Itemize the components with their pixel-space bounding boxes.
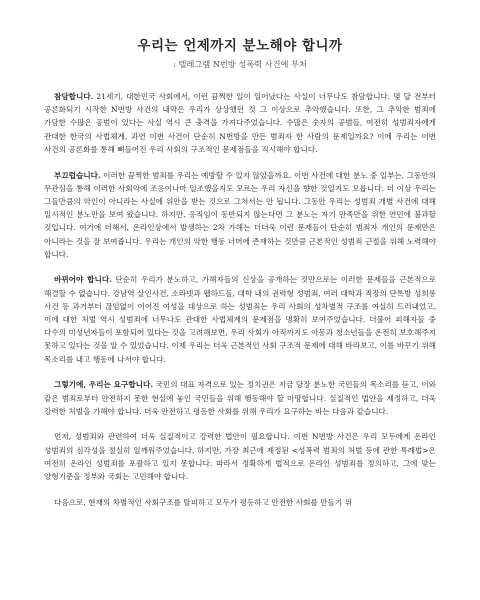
paragraph-5 — [44, 430, 436, 483]
paragraph-1 — [44, 90, 436, 156]
paragraph-1-text: 21세기, 대한민국 사회에서, 이런 끔찍한 일이 일어났다는 사실이 너무나도 참담합니다. 몇 달 전부터 공론화되기 시작한 N번방 사건의 내막은 우리가 상상했던 것 그 이상으로 추악했습니다. 또한, 그 추악한 범죄에 가담한 수많은 공범이 있다는 사실 역시 큰 충격을 가져다주었습니다. 수많은 숫자의 공범들, 여전히 성범죄자에게 관대한 한국의 사법체계, 과연 이번 사건이 단순히 N번방을 만든 범죄자 한 사람의 문제일까요? 이에 우리는 이번 사건의 공론화를 통해 뼈들어진 우리 사회의 구조적인 문제점들을 직시해야 합니다. — [44, 92, 436, 154]
paragraph-4-text: 국민의 대표 자격으로 있는 정치권은 지금 당장 분노한 국민들의 목소리를 듣고, 이와 같은 범죄로부터 안전하지 못한 현실에 놓인 국민들을 위해 행동해야 할 마땅합니다. 실질적인 법안을 제정하고, 더욱 강력한 처벌을 가해야 합니다. 더욱 안전하고 평등한 사회를 위해 우리가 요구하는 바는 다음과 같습니다. — [44, 380, 436, 416]
paragraph-6-text: 다음으로, 현재의 차별적인 사회구조를 탈피하고 모두가 평등하고 안전한 사회를 만들기 위 — [54, 497, 352, 507]
paragraph-4 — [44, 378, 436, 418]
paragraph-3 — [44, 273, 436, 365]
document-title: 우리는 언제까지 분노해야 합니까 — [137, 38, 343, 54]
paragraph-2-text: 이러한 끔찍한 범죄를 우리는 예방할 수 있지 않았을까요. 이번 사건에 대한 분노 중 일부는, 그동안의 무관심을 통해 이러한 사회악에 조응이나마 일조했을지도 모르는 우리 자신을 향한 것일지도 모릅니다. 더 이상 우리는 그들만큼의 악인이 아니라는 사실에 위안을 받는 것으로 그쳐서는 안 됩니다. 그동안 우리는 성범죄 개별 사건에 대해 일시적인 분노만을 보여 왔습니다. 하지만, 응직임이 동반되지 않는다면 그 분노는 자기 만족만을 위한 연민에 불과할 것입니다. 여기에 더해서, 온라인상에서 발생하는 2차 가해는 더더욱 이런 문제들이 단순히 범죄자 개인의 문제만은 아니라는 것을 잘 보여줍니다. 우리는 개인의 악한 행동 너머에 존재하는 것만큼 근본적인 성범죄 근절을 위해 노력해야 합니다. — [44, 170, 437, 259]
paragraph-3-lead: 바뀌어야 합니다. — [54, 275, 112, 285]
paragraph-5-text: 먼저, 성범죄와 관련하여 더욱 실질적이고 강력한 법안이 필요합니다. 이번 N번방 사건은 우리 모두에게 온라인 성범죄의 심각성을 절실히 일깨워주었습니다. 하지만, 가장 최근에 제정된 <성폭력 범죄의 처벌 등에 관한 특례법>은 여전히 온라인 성범죄를 포괄하고 있지 못합니다. 따라서 정확하게 법적으로 온라인 성범죄를 정의하고, 그에 맞는 양형기준을 정부와 국회는 고민해야 합니다. — [44, 432, 436, 482]
paragraph-2 — [44, 169, 436, 261]
paragraph-2-lead: 부끄럽습니다. — [54, 170, 101, 180]
paragraph-6 — [44, 496, 436, 509]
document-subtitle: : 텔레그램 N번방 성폭력 사건에 부쳐 — [173, 59, 307, 69]
paragraph-1-lead: 참담합니다. — [54, 92, 94, 101]
paragraph-4-lead: 그렇기에, 우리는 요구합니다. — [54, 380, 153, 390]
document-body — [44, 90, 436, 509]
paragraph-3-text: 단순히 우리가 분노하고, 가해자들의 신상을 공개하는 것만으로는 이러한 문제들을 근본적으로 해결할 수 없습니다. 강남역 살인사건, 소라넷과 웹하드들, 대학 내의 권력형 성범죄, 여러 대학과 직장의 단톡방 성희롱 사건 등 과거부터 끊임없이 이어진 여성을 대상으로 하는 성범죄는 우리 사회의 성차별적 구조를 여실히 드러내었고, 이에 대한 처벌 역시 성범죄에 너무나도 관대한 사법체계의 문제점을 명확히 보여주었습니다. 더불어 피해자들 중 다수의 미성년자들이 포함되어 있다는 것을 고려해보면, 우리 사회가 아직까지도 아동과 청소년들을 온전히 보호해주지 못하고 있다는 것을 알 수 있었습니다. 이제 우리는 더욱 근본적인 사회 구조적 문제에 대해 바라보고, 이를 바꾸기 위해 목소리를 내고 행동에 나서야 합니다. — [44, 275, 436, 364]
